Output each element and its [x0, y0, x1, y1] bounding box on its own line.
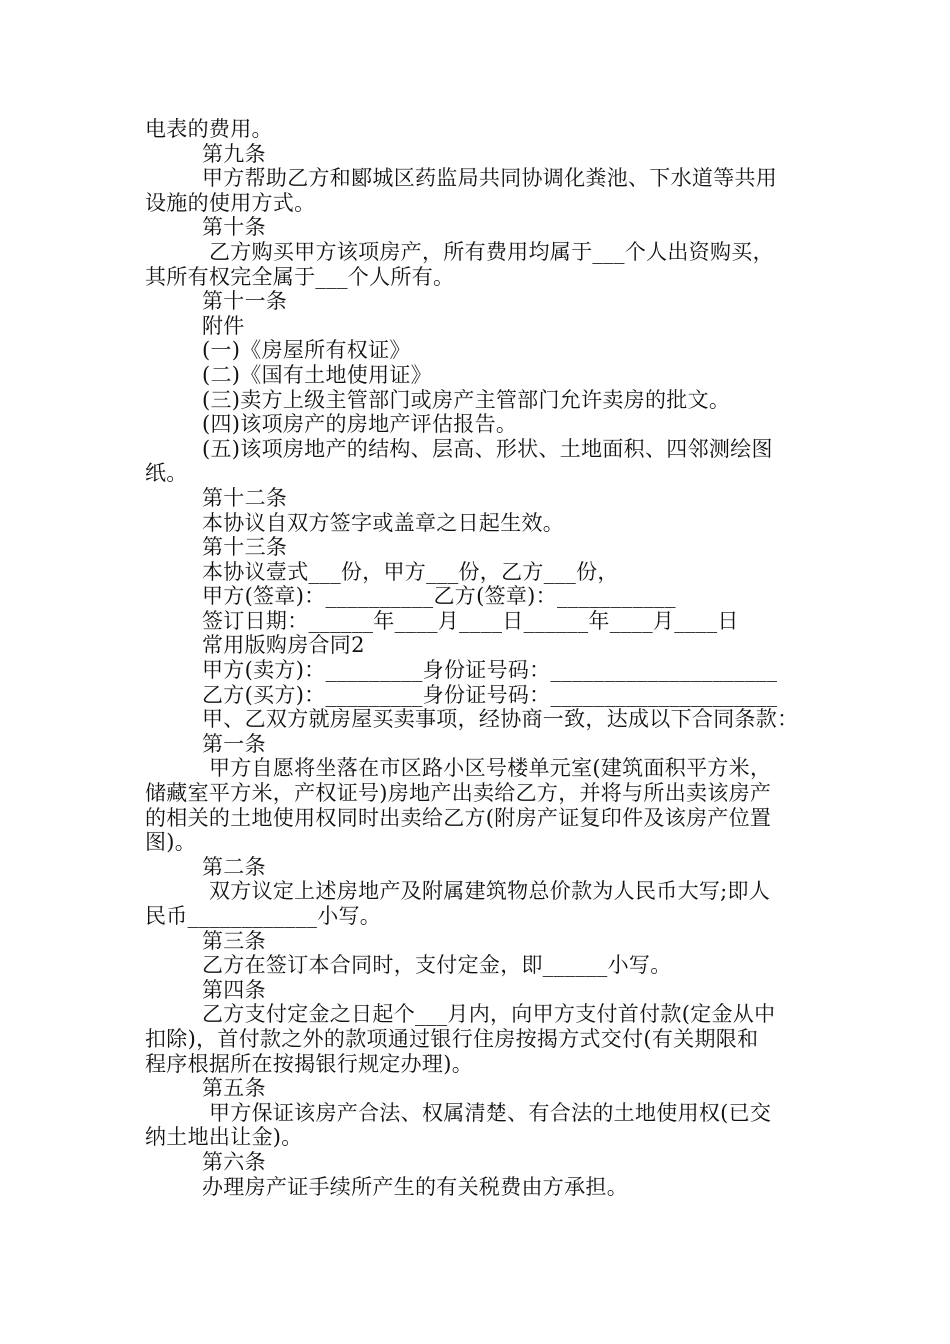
document-line: 甲方自愿将坐落在市区路小区号楼单元室(建筑面积平方米，	[202, 756, 772, 781]
document-line: 第十条	[202, 215, 266, 240]
document-line: 双方议定上述房地产及附属建筑物总价款为人民币大写;即人	[202, 879, 771, 904]
document-line: 乙方(买方)：_________身份证号码：_____________________	[202, 682, 778, 707]
document-line: 本协议自双方签字或盖章之日起生效。	[202, 510, 565, 535]
document-line: 第十二条	[202, 485, 288, 510]
document-line: 第四条	[202, 977, 266, 1002]
document-line: 扣除)，首付款之外的款项通过银行住房按揭方式交付(有关期限和	[145, 1026, 759, 1051]
document-line: 第二条	[202, 854, 266, 879]
document-line: 附件	[202, 313, 245, 338]
document-line: 乙方在签订本合同时，支付定金，即______小写。	[202, 953, 672, 978]
document-line: 第三条	[202, 928, 266, 953]
document-line: 程序根据所在按揭银行规定办理)。	[145, 1051, 473, 1076]
document-line: 设施的使用方式。	[145, 190, 316, 215]
document-line: 甲方(签章)：__________乙方(签章)：___________	[202, 584, 676, 609]
document-line: 常用版购房合同2	[202, 633, 365, 658]
document-line: 乙方支付定金之日起个___月内，向甲方支付首付款(定金从中	[202, 1002, 776, 1027]
document-line: (一)《房屋所有权证》	[202, 338, 411, 363]
document-line: 第五条	[202, 1076, 266, 1101]
document-line: 甲方保证该房产合法、权属清楚、有合法的土地使用权(已交	[202, 1100, 772, 1125]
document-line: 纸。	[145, 461, 188, 486]
document-line: 办理房产证手续所产生的有关税费由方承担。	[202, 1174, 628, 1199]
document-line: 纳土地出让金)。	[145, 1125, 303, 1150]
document-line: 甲方帮助乙方和郾城区药监局共同协调化粪池、下水道等共用	[202, 166, 778, 191]
document-body	[145, 117, 813, 1199]
document-line: 电表的费用。	[145, 117, 273, 141]
document-line: (二)《国有土地使用证》	[202, 362, 432, 387]
document-line: 图)。	[145, 830, 197, 855]
document-line: 第九条	[202, 141, 266, 166]
document-line: 第六条	[202, 1149, 266, 1174]
document-line: 储藏室平方米，产权证号)房地产出卖给乙方，并将与所出卖该房产	[145, 781, 772, 806]
document-line: 第一条	[202, 731, 266, 756]
document-line: 乙方购买甲方该项房产，所有费用均属于___个人出资购买，	[202, 239, 774, 264]
document-line: (四)该项房产的房地产评估报告。	[202, 412, 518, 437]
document-line: 第十一条	[202, 289, 288, 314]
document-line: 的相关的土地使用权同时出卖给乙方(附房产证复印件及该房产位置	[145, 805, 772, 830]
document-line: 签订日期：______年____月____日______年____月____日	[202, 608, 739, 633]
document-line: 甲、乙双方就房屋买卖事项，经协商一致，达成以下合同条款：	[202, 707, 799, 732]
document-line: 第十三条	[202, 535, 288, 560]
document-line: (三)卖方上级主管部门或房产主管部门允许卖房的批文。	[202, 387, 731, 412]
document-line: 甲方(卖方)：_________身份证号码：_____________________	[202, 658, 778, 683]
document-line: (五)该项房地产的结构、层高、形状、土地面积、四邻测绘图	[202, 436, 773, 461]
document-line: 民币____________小写。	[145, 904, 382, 928]
document-line: 本协议壹式___份，甲方___份，乙方___份，	[202, 559, 619, 584]
document-line: 其所有权完全属于___个人所有。	[145, 264, 455, 289]
